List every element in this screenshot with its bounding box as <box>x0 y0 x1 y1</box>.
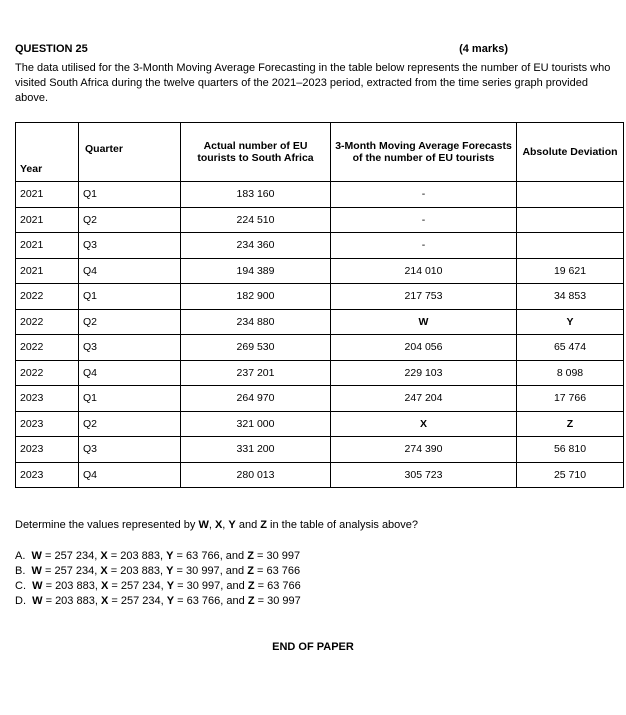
cell-quarter: Q3 <box>79 437 181 463</box>
cell-actual: 183 160 <box>181 182 331 208</box>
header-actual: Actual number of EU tourists to South Africa <box>181 123 331 182</box>
cell-quarter: Q4 <box>79 258 181 284</box>
cell-deviation <box>517 207 624 233</box>
cell-quarter: Q1 <box>79 386 181 412</box>
cell-forecast: 274 390 <box>331 437 517 463</box>
cell-year: 2022 <box>16 360 79 386</box>
question-prompt: Determine the values represented by W, X, Y and Z in the table of analysis above? <box>15 519 419 531</box>
cell-forecast: W <box>331 309 517 335</box>
cell-quarter: Q2 <box>79 309 181 335</box>
cell-actual: 234 360 <box>181 233 331 259</box>
cell-forecast: 214 010 <box>331 258 517 284</box>
table-row <box>16 360 624 386</box>
header-quarter: Quarter <box>79 123 181 182</box>
cell-actual: 264 970 <box>181 386 331 412</box>
cell-forecast: 217 753 <box>331 284 517 310</box>
table-row <box>16 335 624 361</box>
table-row <box>16 182 624 208</box>
cell-deviation: 17 766 <box>517 386 624 412</box>
cell-year: 2021 <box>16 258 79 284</box>
table-row <box>16 309 624 335</box>
header-year: Year <box>16 123 79 182</box>
cell-forecast: - <box>331 233 517 259</box>
cell-forecast: 204 056 <box>331 335 517 361</box>
cell-year: 2023 <box>16 462 79 488</box>
cell-actual: 237 201 <box>181 360 331 386</box>
cell-actual: 234 880 <box>181 309 331 335</box>
cell-deviation: Z <box>517 411 624 437</box>
cell-year: 2023 <box>16 386 79 412</box>
header-forecast: 3-Month Moving Average Forecasts of the number of EU tourists <box>331 123 517 182</box>
table-row <box>16 437 624 463</box>
cell-actual: 194 389 <box>181 258 331 284</box>
cell-forecast: - <box>331 182 517 208</box>
cell-quarter: Q1 <box>79 284 181 310</box>
cell-actual: 321 000 <box>181 411 331 437</box>
cell-year: 2022 <box>16 309 79 335</box>
cell-deviation: 56 810 <box>517 437 624 463</box>
cell-year: 2022 <box>16 335 79 361</box>
cell-year: 2022 <box>16 284 79 310</box>
cell-quarter: Q4 <box>79 462 181 488</box>
question-marks: (4 marks) <box>459 43 508 55</box>
header-deviation: Absolute Deviation <box>517 123 624 182</box>
cell-quarter: Q3 <box>79 335 181 361</box>
cell-quarter: Q1 <box>79 182 181 208</box>
question-intro: The data utilised for the 3-Month Moving Average Forecasting in the table below represents the number of EU tourists who visited South Africa during the twelve quarters of the 2021–2023 period, extracted from the time series graph provided above. <box>15 62 611 104</box>
cell-deviation: 25 710 <box>517 462 624 488</box>
answer-option[interactable]: C. W = 203 883, X = 257 234, Y = 30 997, and Z = 63 766 <box>15 580 301 592</box>
cell-actual: 280 013 <box>181 462 331 488</box>
cell-forecast: 229 103 <box>331 360 517 386</box>
table-row <box>16 411 624 437</box>
table-row <box>16 284 624 310</box>
table-row <box>16 386 624 412</box>
cell-year: 2021 <box>16 207 79 233</box>
cell-forecast: X <box>331 411 517 437</box>
cell-deviation: 65 474 <box>517 335 624 361</box>
table-body <box>16 182 624 488</box>
cell-quarter: Q2 <box>79 411 181 437</box>
cell-forecast: 247 204 <box>331 386 517 412</box>
cell-quarter: Q4 <box>79 360 181 386</box>
cell-quarter: Q2 <box>79 207 181 233</box>
cell-deviation <box>517 233 624 259</box>
cell-year: 2021 <box>16 233 79 259</box>
cell-deviation <box>517 182 624 208</box>
cell-actual: 269 530 <box>181 335 331 361</box>
question-number: QUESTION 25 <box>15 43 88 55</box>
cell-actual: 182 900 <box>181 284 331 310</box>
answer-options <box>15 549 301 609</box>
cell-actual: 331 200 <box>181 437 331 463</box>
cell-deviation: 8 098 <box>517 360 624 386</box>
cell-year: 2023 <box>16 411 79 437</box>
cell-year: 2021 <box>16 182 79 208</box>
answer-option[interactable]: B. W = 257 234, X = 203 883, Y = 30 997, and Z = 63 766 <box>15 565 301 577</box>
answer-option[interactable]: D. W = 203 883, X = 257 234, Y = 63 766, and Z = 30 997 <box>15 595 301 607</box>
table-row <box>16 233 624 259</box>
question-header <box>15 43 508 55</box>
table-row <box>16 258 624 284</box>
table-row <box>16 207 624 233</box>
cell-forecast: - <box>331 207 517 233</box>
table-header-row <box>16 123 624 182</box>
cell-actual: 224 510 <box>181 207 331 233</box>
cell-year: 2023 <box>16 437 79 463</box>
cell-forecast: 305 723 <box>331 462 517 488</box>
cell-deviation: 19 621 <box>517 258 624 284</box>
cell-deviation: 34 853 <box>517 284 624 310</box>
moving-average-table <box>15 122 624 488</box>
table-row <box>16 462 624 488</box>
end-of-paper: END OF PAPER <box>272 641 354 653</box>
answer-option[interactable]: A. W = 257 234, X = 203 883, Y = 63 766, and Z = 30 997 <box>15 550 301 562</box>
cell-deviation: Y <box>517 309 624 335</box>
cell-quarter: Q3 <box>79 233 181 259</box>
